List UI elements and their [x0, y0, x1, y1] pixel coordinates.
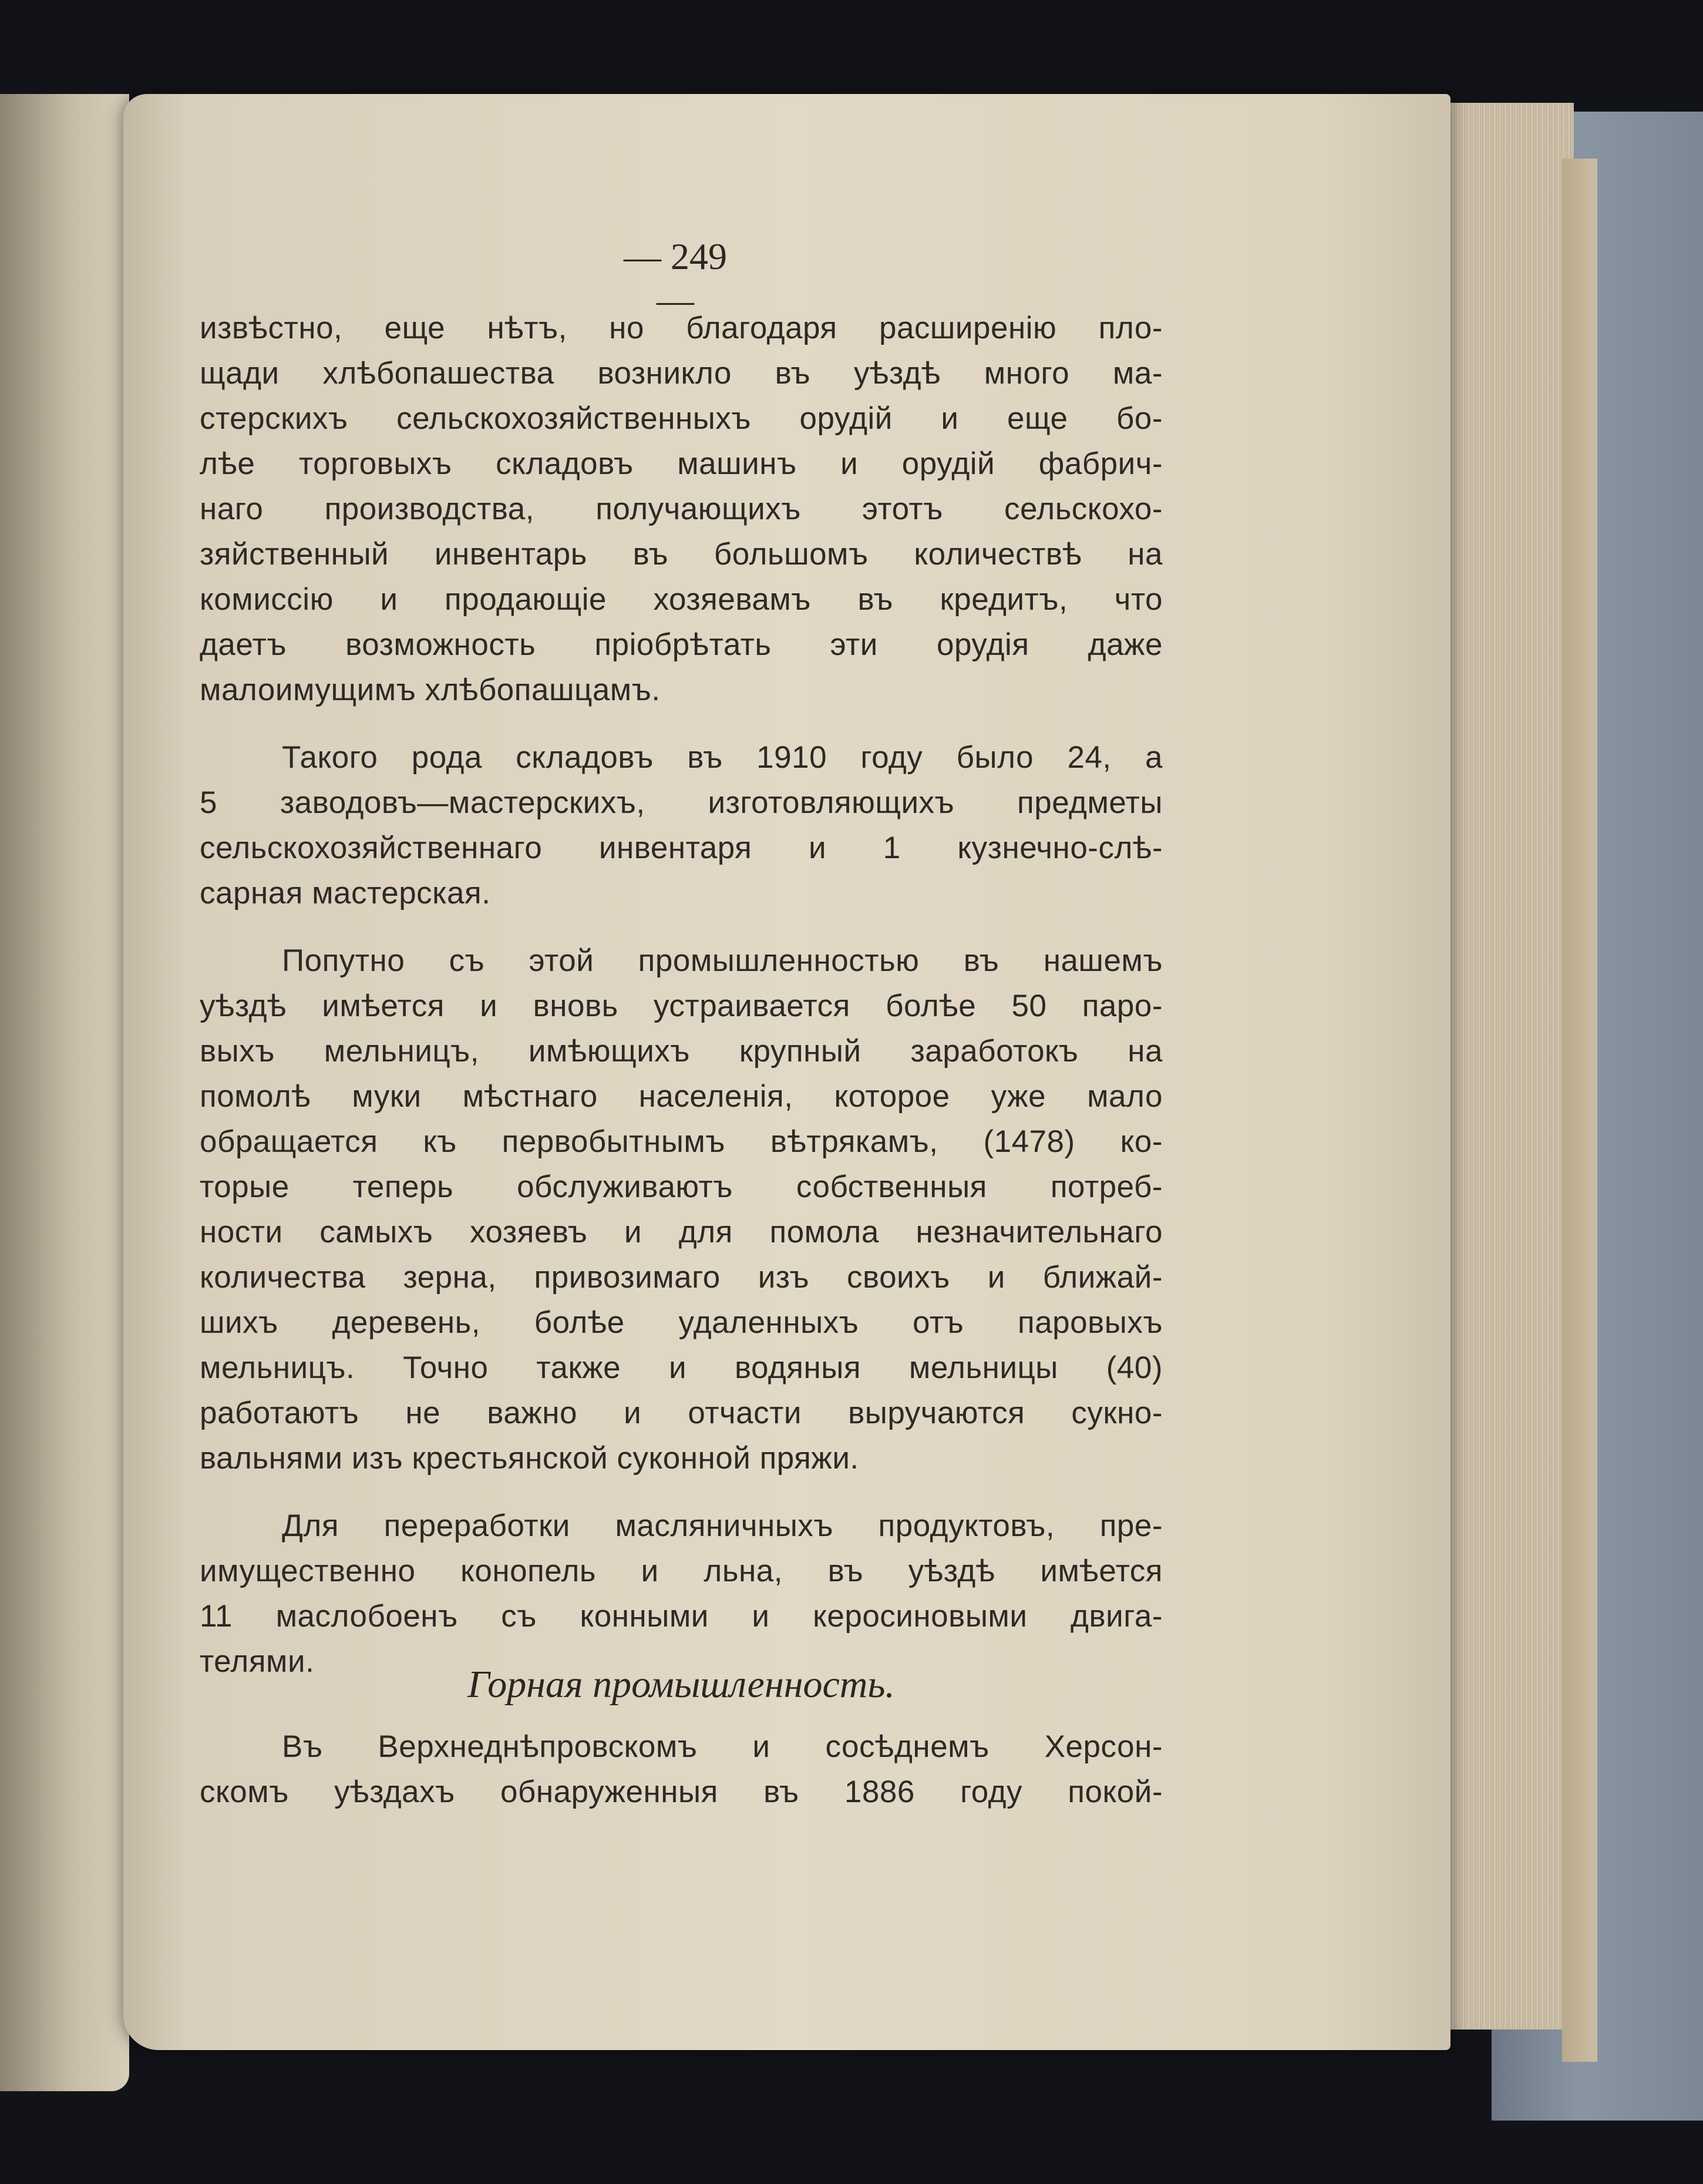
left-page-edge	[0, 94, 129, 2091]
paragraph-1	[200, 305, 1163, 713]
text-line: телями.	[200, 1644, 315, 1679]
text-line: малоимущимъ хлѣбопашцамъ.	[200, 673, 661, 707]
text-line: Въ Верхнеднѣпровскомъ и сосѣднемъ Херсон-	[282, 1729, 1163, 1764]
text-line: сарная мастерская.	[200, 876, 491, 910]
text-line: вальнями изъ крестьянской суконной пряжи.	[200, 1441, 859, 1476]
text-line: выхъ мельницъ, имѣющихъ крупный заработокъ на	[200, 1034, 1163, 1069]
text-line: ности самыхъ хозяевъ и для помола незначительнаго	[200, 1215, 1163, 1249]
section-heading: Горная промышленность.	[467, 1663, 895, 1706]
section-body-text	[200, 1724, 1163, 1815]
text-line: скомъ уѣздахъ обнаруженныя въ 1886 году покой-	[200, 1775, 1163, 1809]
text-line: обращается къ первобытнымъ вѣтрякамъ, (1478) ко-	[200, 1124, 1163, 1159]
text-line: работаютъ не важно и отчасти выручаются сукно-	[200, 1396, 1163, 1430]
text-line: стерскихъ сельскохозяйственныхъ орудій и еще бо-	[200, 401, 1163, 436]
text-line: комиссію и продающіе хозяевамъ въ кредитъ, что	[200, 582, 1163, 617]
paragraph-3	[200, 938, 1163, 1481]
text-line: Попутно съ этой промышленностью въ нашемъ	[282, 943, 1163, 978]
text-line: имущественно конопель и льна, въ уѣздѣ имѣется	[200, 1554, 1163, 1588]
text-line: шихъ деревень, болѣе удаленныхъ отъ паровыхъ	[200, 1305, 1163, 1340]
text-line: извѣстно, еще нѣтъ, но благодаря расширенію пло-	[200, 311, 1163, 345]
text-line: зяйственный инвентарь въ большомъ количествѣ на	[200, 537, 1163, 572]
page-stack-edges	[1439, 103, 1574, 2030]
paragraph-4	[200, 1503, 1163, 1684]
text-line: торые теперь обслуживаютъ собственныя потреб-	[200, 1170, 1163, 1204]
text-line: сельскохозяйственнаго инвентаря и 1 кузнечно-слѣ-	[200, 831, 1163, 865]
paragraph-2	[200, 735, 1163, 916]
text-line: щади хлѣбопашества возникло въ уѣздѣ много ма-	[200, 356, 1163, 391]
body-text	[200, 305, 1163, 1684]
text-line: уѣздѣ имѣется и вновь устраивается болѣе 50 паро-	[200, 989, 1163, 1023]
text-line: 5 заводовъ—мастерскихъ, изготовляющихъ предметы	[200, 785, 1163, 820]
text-line: наго производства, получающихъ этотъ сельскохо-	[200, 492, 1163, 526]
cover-board	[1562, 159, 1597, 2062]
text-line: даетъ возможность пріобрѣтать эти орудія даже	[200, 627, 1163, 662]
text-line: лѣе торговыхъ складовъ машинъ и орудій фабрич-	[200, 446, 1163, 481]
text-line: помолѣ муки мѣстнаго населенія, которое уже мало	[200, 1079, 1163, 1114]
page-number: — 249 —	[624, 236, 727, 321]
text-line: Такого рода складовъ въ 1910 году было 24, а	[282, 740, 1163, 775]
text-line: Для переработки масляничныхъ продуктовъ, пре-	[282, 1508, 1163, 1543]
text-line: 11 маслобоенъ съ конными и керосиновыми двига-	[200, 1599, 1163, 1634]
text-line: количества зерна, привозимаго изъ своихъ и ближай-	[200, 1260, 1163, 1295]
text-line: мельницъ. Точно также и водяныя мельницы (40)	[200, 1350, 1163, 1385]
